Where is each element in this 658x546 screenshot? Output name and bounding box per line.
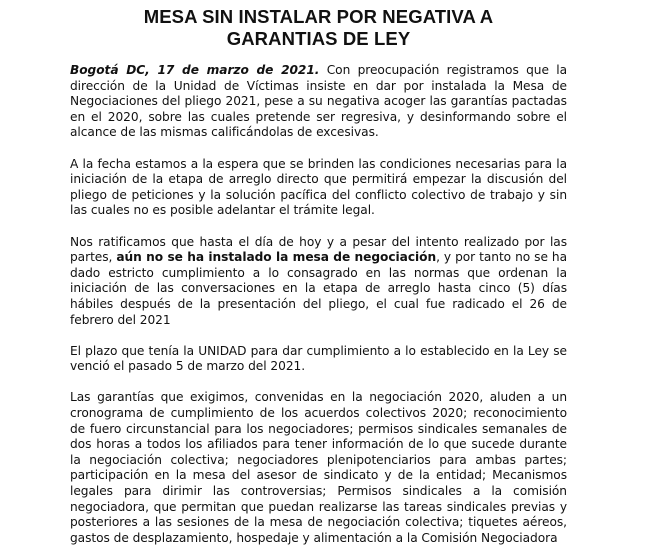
paragraph-4: El plazo que tenía la UNIDAD para dar cumplimiento a lo establecido en la Ley se venció el pasado 5 de marzo del 2021.	[70, 343, 567, 374]
paragraph-2: A la fecha estamos a la espera que se brinden las condiciones necesarias para la iniciación de la etapa de arreglo directo que permitirá empezar la discusión del pliego de peticiones y la solución pacífica del conflicto colectivo de trabajo y sin las cuales no es posible adelantar el trámite legal.	[70, 156, 567, 218]
paragraph-1-text: Con preocupación registramos que la dirección de la Unidad de Víctimas insiste en dar por instalada la Mesa de Negociaciones del pliego 2021, pese a su negativa acoger las garantías pactadas en el 2020, sobre las cuales pretende ser regresiva, y desinformando sobre el alcance de las mismas calificándolas de excesivas.	[70, 63, 567, 140]
paragraph-1	[70, 63, 567, 141]
paragraph-3-before: Nos ratificamos que hasta el día de hoy y a pesar del intento realizado por las partes,	[70, 234, 567, 265]
paragraph-3	[70, 235, 567, 329]
dateline: Bogotá DC, 17 de marzo de 2021.	[70, 63, 320, 77]
paragraph-3-emphasis: aún no se ha instalado la mesa de negociación	[116, 250, 437, 265]
paragraph-3-after: , y por tanto no se ha dado estricto cumplimiento a lo consagrado en las normas que ordenan la iniciación de las conversaciones en la etapa de arreglo hasta cinco (5) días hábiles después de la presentación del pliego, el cual fue radicado el 26 de febrero del 2021	[70, 250, 567, 327]
title-line-1: MESA SIN INSTALAR POR NEGATIVA A	[143, 6, 494, 27]
paragraph-5: Las garantías que exigimos, convenidas en la negociación 2020, aluden a un cronograma de cumplimiento de los acuerdos colectivos 2020; reconocimiento de fuero circunstancial para los negociadores; permisos sindicales semanales de dos horas a todos los afiliados para tener información de lo que sucede durante la negociación colectiva; negociadores plenipotenciarios para ambas partes; participación en la mesa del asesor de sindicato y de la entidad; Mecanismos legales para dirimir las controversias; Permisos sindicales a la comisión negociadora, que permitan que puedan realizarse las tareas sindicales previas y posteriores a las sesiones de la mesa de negociación colectiva; tiquetes aéreos, gastos de desplazamiento, hospedaje y alimentación a la Comisión Negociadora	[70, 390, 567, 545]
document-title	[70, 6, 567, 50]
title-line-2: GARANTIAS DE LEY	[226, 28, 411, 49]
document-page	[70, 0, 567, 546]
